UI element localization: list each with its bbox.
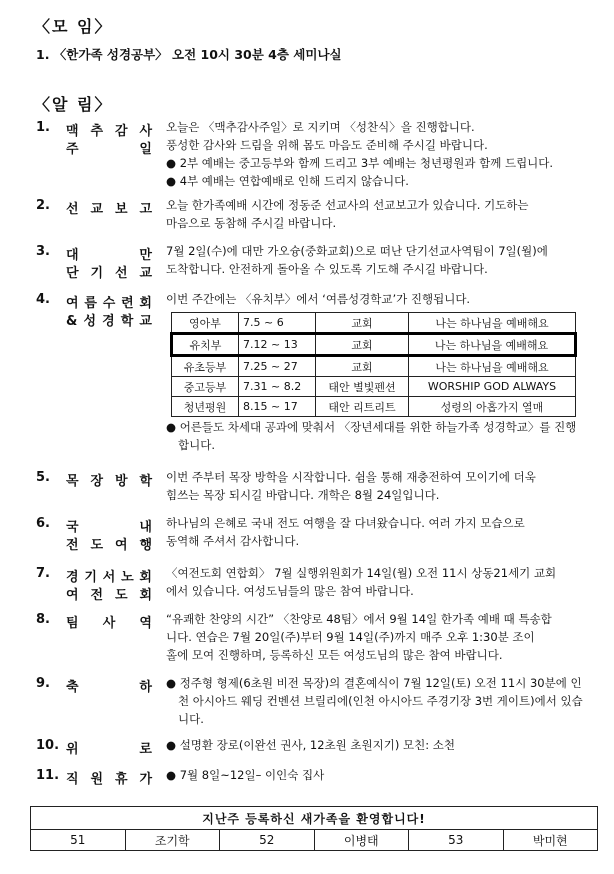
notice-number: 8. [36,612,50,627]
notice-number: 7. [36,566,50,581]
notice-title: 여 전 도 회 [66,588,152,603]
notice-number: 10. [36,738,60,753]
notice-body [166,468,586,504]
notice-body [166,118,586,190]
notice-number: 5. [36,470,50,485]
table-cell: 교회 [316,356,409,377]
table-row [172,397,576,417]
table-cell: WORSHIP GOD ALWAYS [409,377,576,397]
table-row [172,356,576,377]
table-cell: 교회 [316,313,409,334]
table-cell: 영아부 [172,313,239,334]
notice-line: 이번 주간에는 〈유치부〉에서 ‘여름성경학교’가 진행됩니다. [166,292,471,306]
notice-title: 국 내 [66,520,152,535]
notice-body [166,514,586,550]
notice-number: 9. [36,676,50,691]
notice-title: 축 하 [66,680,152,695]
notice-line: 〈여전도회 연합회〉 7월 실행위원회가 14일(월) 오전 11시 상동21세기 교회 [166,566,557,580]
meeting-item: 1. 〈한가족 성경공부〉 오전 10시 30분 4층 세미나실 [36,47,342,62]
table-cell: 7.31 ~ 8.2 [239,377,316,397]
notice-bullet: ● 어른들도 차세대 공과에 맞춰서 〈장년세대를 위한 하늘가족 성경학교〉를 진행합니다. [166,420,577,452]
notice-number: 2. [36,198,50,213]
table-cell: 성령의 아홉가지 열매 [409,397,576,417]
notice-bullet: ● 2부 예배는 중고등부와 함께 드리고 3부 예배는 청년평원과 함께 드립니다. [166,156,554,170]
notice-line: 오늘은 〈맥추감사주일〉로 지키며 〈성찬식〉을 진행합니다. [166,120,475,134]
notice-bullet: ● 7월 8일~12일– 이인숙 집사 [166,768,325,782]
notice-body [166,736,586,754]
notice-title: & 성 경 학 교 [66,314,152,329]
notices-heading: 〈알 림〉 [34,95,113,114]
notice-body [166,418,586,454]
new-family-number: 53 [409,830,504,851]
notice-bullet: ● 4부 예배는 연합예배로 인해 드리지 않습니다. [166,174,409,188]
table-cell: 나는 하나님을 예배해요 [409,334,576,356]
table-cell: 8.15 ~ 17 [239,397,316,417]
notice-title: 경 기 서 노 회 [66,570,152,585]
notice-line: 하나님의 은혜로 국내 전도 여행을 잘 다녀왔습니다. 여러 가지 모습으로 [166,516,525,530]
notice-line: 풍성한 감사와 드림을 위해 몸도 마음도 준비해 주시길 바랍니다. [166,138,488,152]
new-family-name: 박미현 [503,830,598,851]
notice-line: “유쾌한 찬양의 시간” 〈찬양로 48팀〉에서 9월 14일 한가족 예배 때 특송합 [166,612,552,626]
table-cell: 나는 하나님을 예배해요 [409,356,576,377]
meeting-heading: 〈모 임〉 [34,17,113,36]
notice-line: 힘쓰는 목장 되시길 바랍니다. 개학은 8월 24일입니다. [166,488,440,502]
notice-line: 동역해 주셔서 감사합니다. [166,534,300,548]
notice-number: 11. [36,768,60,783]
notice-title: 맥 추 감 사 [66,124,152,139]
notice-body [166,610,586,664]
table-cell: 중고등부 [172,377,239,397]
table-row [31,830,598,851]
notice-title: 선 교 보 고 [66,202,152,217]
table-row [172,313,576,334]
notice-title: 대 만 [66,248,152,263]
table-cell: 태안 별빛펜션 [316,377,409,397]
table-cell: 청년평원 [172,397,239,417]
notice-body [166,290,586,308]
notice-body [166,766,586,784]
notice-title: 직 원 휴 가 [66,772,152,787]
new-family-number: 51 [31,830,126,851]
notice-line: 마음으로 동참해 주시길 바랍니다. [166,216,337,230]
table-cell: 7.25 ~ 27 [239,356,316,377]
table-cell: 태안 리트리트 [316,397,409,417]
notice-body [166,674,586,728]
notice-bullet: ● 설명환 장로(이완선 권사, 12초원 초원지기) 모친: 소천 [166,738,455,752]
table-cell: 유치부 [172,334,239,356]
notice-title: 목 장 방 학 [66,474,152,489]
new-family-number: 52 [220,830,315,851]
new-family-name: 이병태 [314,830,409,851]
notice-number: 6. [36,516,50,531]
notice-number: 3. [36,244,50,259]
table-cell: 교회 [316,334,409,356]
notice-line: 이번 주부터 목장 방학을 시작합니다. 쉼을 통해 재충전하여 모이기에 더욱 [166,470,536,484]
notice-number: 1. [36,120,50,135]
notice-body [166,196,586,232]
table-cell: 7.12 ~ 13 [239,334,316,356]
notice-line: 니다. 연습은 7월 20일(주)부터 9월 14일(주)까지 매주 오후 1:30분 조이 [166,630,535,644]
table-row-highlighted [172,334,576,356]
notice-line: 오늘 한가족예배 시간에 정동준 선교사의 선교보고가 있습니다. 기도하는 [166,198,529,212]
notice-title: 여 름 수 련 회 [66,296,152,311]
new-family-title: 지난주 등록하신 새가족을 환영합니다! [31,807,598,830]
notice-line: 도착합니다. 안전하게 돌아올 수 있도록 기도해 주시길 바랍니다. [166,262,488,276]
notice-title: 위 로 [66,742,152,757]
notice-body [166,564,586,600]
notice-body [166,242,586,278]
new-family-table [30,806,598,851]
table-cell: 유초등부 [172,356,239,377]
notice-line: 홀에 모여 진행하며, 등록하신 모든 여성도님의 많은 참여 바랍니다. [166,648,503,662]
notice-line: 7월 2일(수)에 대만 가오슝(중화교회)으로 떠난 단기선교사역팀이 7일(월)에 [166,244,548,258]
notice-title: 팀 사 역 [66,616,152,631]
notice-title: 주 일 [66,142,152,157]
table-cell: 7.5 ~ 6 [239,313,316,334]
new-family-name: 조기학 [125,830,220,851]
notice-title: 전 도 여 행 [66,538,152,553]
notice-title: 단 기 선 교 [66,266,152,281]
notice-number: 4. [36,292,50,307]
table-cell: 나는 하나님을 예배해요 [409,313,576,334]
table-row [172,377,576,397]
schedule-table [170,312,577,417]
notice-line: 에서 있습니다. 여성도님들의 많은 참여 바랍니다. [166,584,414,598]
notice-bullet: ● 정주형 형제(6초원 비전 목장)의 결혼예식이 7월 12일(토) 오전 11시 30분에 인천 아시아드 웨딩 컨벤션 브릴리에(인천 아시아드 주경기장 3번 게이트)에서 있습니다. [166,676,583,726]
table-header-row [31,807,598,830]
